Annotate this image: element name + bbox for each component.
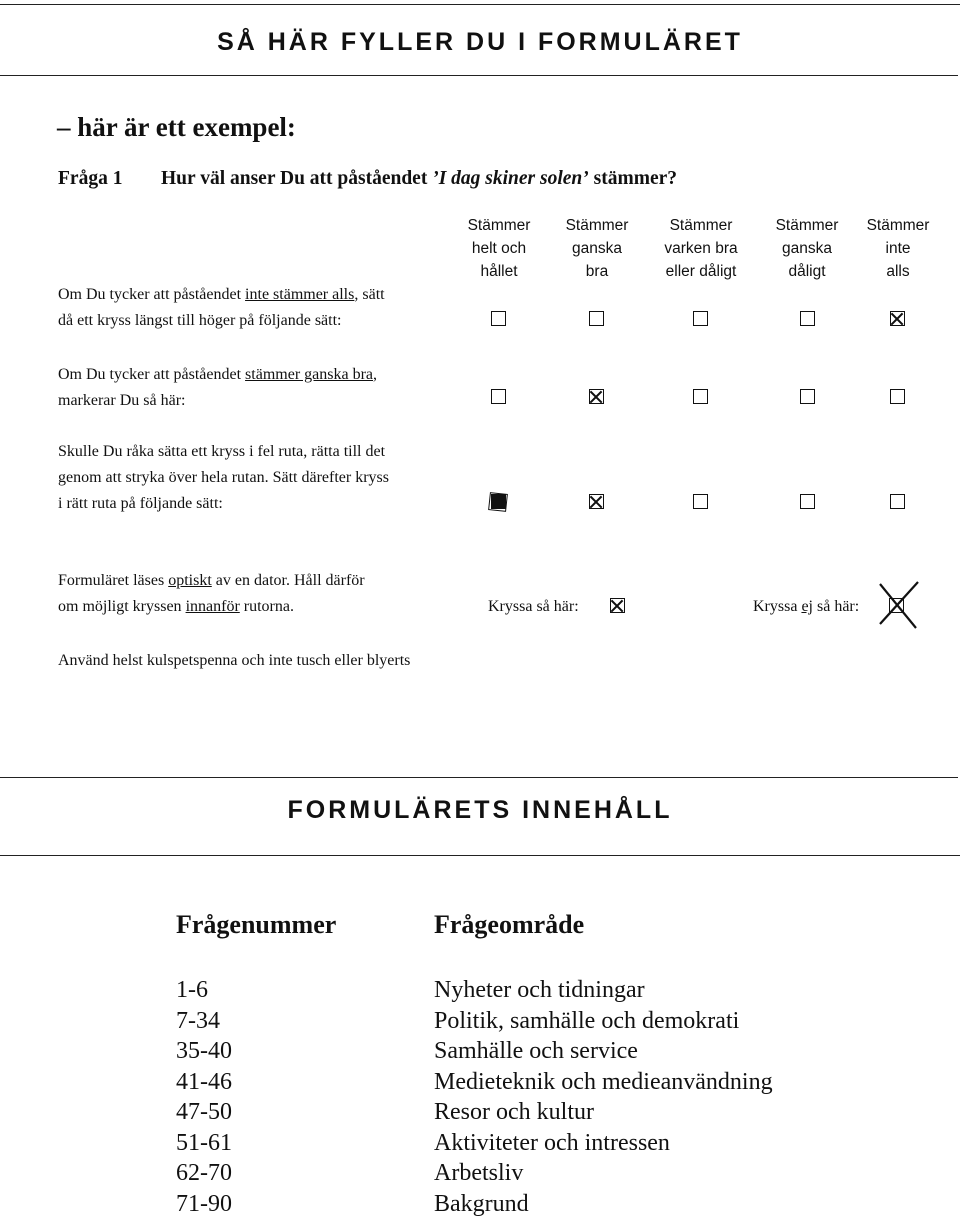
example2-checkbox-1[interactable]: [491, 389, 506, 404]
example1-checkbox-2[interactable]: [589, 311, 604, 326]
scale-header-line: dåligt: [788, 263, 826, 280]
contents-range: 51-61: [176, 1129, 232, 1156]
question-text-b: stämmer?: [588, 168, 678, 189]
example3-line2: genom att stryka över hela rutan. Sätt därefter kryss: [58, 469, 389, 486]
example3-checkbox-5[interactable]: [890, 494, 905, 509]
scale-header-line: Stämmer: [669, 217, 733, 234]
pen-note: Använd helst kulspetspenna och inte tusch eller blyerts: [58, 652, 411, 669]
scale-header-line: inte: [885, 240, 911, 257]
example3-checkbox-2-checked[interactable]: [589, 494, 604, 509]
scale-header-1: [444, 214, 554, 283]
top-rule: [0, 4, 960, 5]
scale-header-line: Stämmer: [866, 217, 930, 234]
example2-line1: [58, 362, 377, 388]
example3-checkbox-1-corrected[interactable]: [491, 494, 506, 509]
contents-area-column: [434, 975, 773, 1219]
optical-line2: [58, 594, 365, 620]
contents-range: 71-90: [176, 1190, 232, 1217]
example2-line1-a: Om Du tycker att påståendet: [58, 366, 246, 383]
example-label: – här är ett exempel:: [57, 112, 296, 142]
example1-text: [58, 282, 385, 334]
optical-line1-underlined: optiskt: [168, 572, 212, 589]
dont-mark-label: [753, 594, 859, 620]
example3-line3: i rätt ruta på följande sätt:: [58, 495, 223, 512]
example2-checkbox-2-checked[interactable]: [589, 389, 604, 404]
example3-checkbox-4[interactable]: [800, 494, 815, 509]
scale-header-line: ganska: [572, 240, 622, 257]
example2-line1-b: ,: [373, 366, 377, 383]
example1-line1-b: , sätt: [354, 286, 385, 303]
contents-area: Nyheter och tidningar: [434, 977, 645, 1003]
contents-area: Samhälle och service: [434, 1038, 638, 1064]
scale-header-line: Stämmer: [467, 217, 531, 234]
optical-text: [58, 568, 365, 620]
scale-header-line: helt och: [471, 240, 527, 257]
example1-checkbox-5-checked[interactable]: [890, 311, 905, 326]
example2-checkbox-4[interactable]: [800, 389, 815, 404]
optical-line2-underlined: innanför: [185, 598, 240, 615]
scale-header-line: bra: [585, 263, 609, 280]
contents-area: Medieteknik och medieanvändning: [434, 1068, 773, 1095]
question-text: [161, 168, 677, 190]
contents-range: 35-40: [176, 1038, 232, 1064]
dont-mark-a: Kryssa: [753, 598, 802, 615]
question-number: Fråga 1: [58, 168, 123, 189]
do-mark-label: Kryssa så här:: [488, 598, 579, 615]
example2-line1-underlined: stämmer ganska bra: [245, 366, 373, 383]
example1-checkbox-4[interactable]: [800, 311, 815, 326]
optical-line1-b: av en dator. Håll därför: [211, 572, 365, 589]
scale-header-3: [646, 214, 756, 283]
question-text-italic: ’I dag skiner solen’: [432, 168, 589, 189]
example2-checkbox-3[interactable]: [693, 389, 708, 404]
scale-header-line: alls: [886, 263, 910, 280]
scale-header-line: eller dåligt: [665, 263, 737, 280]
contents-heading-rule: [0, 855, 960, 856]
scale-header-5: [843, 214, 953, 283]
contents-col-header-area: Frågeområde: [434, 910, 585, 939]
dont-mark-b: så här:: [812, 598, 860, 615]
example1-checkbox-3[interactable]: [693, 311, 708, 326]
contents-area: Aktiviteter och intressen: [434, 1129, 670, 1156]
contents-area: Bakgrund: [434, 1190, 529, 1217]
example2-text: [58, 362, 377, 414]
question-text-a: Hur väl anser Du att påståendet: [161, 168, 433, 189]
example2-line2: markerar Du så här:: [58, 392, 186, 409]
optical-line2-a: om möjligt kryssen: [58, 598, 186, 615]
contents-heading: FORMULÄRETS INNEHÅLL: [287, 796, 673, 824]
instructions-heading: SÅ HÄR FYLLER DU I FORMULÄRET: [217, 28, 743, 56]
example1-line2: då ett kryss längst till höger på följande sätt:: [58, 312, 342, 329]
example1-line1-underlined: inte stämmer alls: [245, 286, 355, 303]
example3-checkbox-3[interactable]: [693, 494, 708, 509]
contents-number-column: [176, 975, 232, 1219]
scale-header-2: [542, 214, 652, 283]
do-mark-example-checkbox: [610, 598, 625, 613]
contents-area: Politik, samhälle och demokrati: [434, 1007, 740, 1034]
scale-header-line: hållet: [480, 263, 518, 280]
contents-range: 7-34: [176, 1007, 220, 1034]
contents-range: 1-6: [176, 977, 208, 1003]
contents-area: Resor och kultur: [434, 1099, 594, 1125]
dont-mark-underlined: ej: [801, 598, 813, 615]
optical-line1: [58, 568, 365, 594]
scale-header-line: Stämmer: [775, 217, 839, 234]
example1-checkbox-1[interactable]: [491, 311, 506, 326]
contents-range: 41-46: [176, 1068, 232, 1095]
example3-text: [58, 439, 389, 517]
optical-line1-a: Formuläret läses: [58, 572, 169, 589]
scale-header-line: ganska: [782, 240, 832, 257]
contents-top-rule: [0, 777, 958, 778]
oversized-cross-mark: [876, 578, 926, 634]
contents-col-header-number: Frågenummer: [176, 910, 337, 939]
optical-line2-b: rutorna.: [239, 598, 294, 615]
heading-rule: [0, 75, 958, 76]
scale-header-line: varken bra: [664, 240, 738, 257]
scale-header-line: Stämmer: [565, 217, 629, 234]
example1-line1: [58, 282, 385, 308]
contents-area: Arbetsliv: [434, 1160, 524, 1186]
example3-line1: Skulle Du råka sätta ett kryss i fel ruta, rätta till det: [58, 443, 386, 460]
contents-range: 62-70: [176, 1160, 232, 1186]
example1-line1-a: Om Du tycker att påståendet: [58, 286, 246, 303]
example2-checkbox-5[interactable]: [890, 389, 905, 404]
contents-range: 47-50: [176, 1099, 232, 1125]
